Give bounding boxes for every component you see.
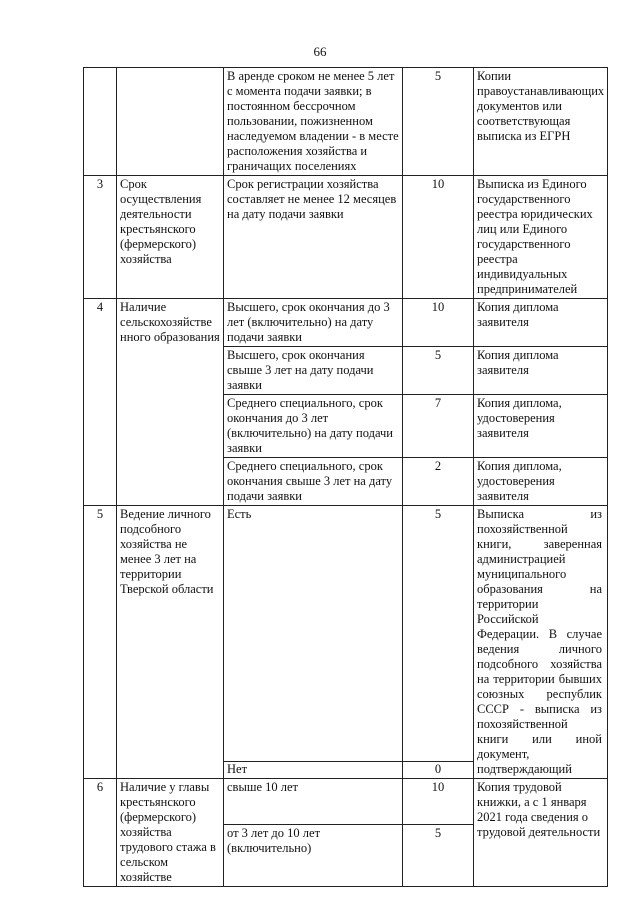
table-row (84, 68, 608, 176)
criterion-cell (117, 68, 224, 176)
page-number: 66 (313, 44, 327, 59)
document-cell: Выписка из Единого государственного реестра юридических лиц или Единого государственного реестра индивидуальных предпринимателей (474, 176, 608, 299)
criterion-cell: Ведение личного подсобного хозяйства не менее 3 лет на территории Тверской области (117, 506, 224, 779)
document-cell: Копия диплома заявителя (474, 299, 608, 347)
table-row (84, 506, 608, 762)
score-cell: 5 (403, 825, 474, 887)
table-row (84, 176, 608, 299)
row-number-cell: 4 (84, 299, 117, 506)
criterion-cell: Наличие у главы крестьянского (фермерского) хозяйства трудового стажа в сельском хозяйстве (117, 779, 224, 887)
criterion-cell: Срок осуществления деятельности крестьянского (фермерского) хозяйства (117, 176, 224, 299)
score-cell: 10 (403, 176, 474, 299)
score-cell: 0 (403, 762, 474, 779)
condition-cell: Есть (224, 506, 403, 762)
condition-cell: Среднего специального, срок окончания до 3 лет (включительно) на дату подачи заявки (224, 395, 403, 458)
condition-cell: свыше 10 лет (224, 779, 403, 825)
condition-cell: Среднего специального, срок окончания свыше 3 лет на дату подачи заявки (224, 458, 403, 506)
criterion-cell: Наличие сельскохозяйстве нного образования (117, 299, 224, 506)
condition-cell: Нет (224, 762, 403, 779)
condition-cell: Срок регистрации хозяйства составляет не менее 12 месяцев на дату подачи заявки (224, 176, 403, 299)
table-row (84, 299, 608, 347)
table-row (84, 779, 608, 825)
score-cell: 7 (403, 395, 474, 458)
condition-cell: Высшего, срок окончания свыше 3 лет на дату подачи заявки (224, 347, 403, 395)
row-number-cell: 5 (84, 506, 117, 779)
document-cell: Копии правоустанавливающих документов или соответствующая выписка из ЕГРН (474, 68, 608, 176)
score-cell: 10 (403, 779, 474, 825)
condition-cell: Высшего, срок окончания до 3 лет (включительно) на дату подачи заявки (224, 299, 403, 347)
row-number-cell: 3 (84, 176, 117, 299)
document-cell: Копия диплома заявителя (474, 347, 608, 395)
condition-cell: от 3 лет до 10 лет (включительно) (224, 825, 403, 887)
document-cell: Выписка из похозяйственной книги, заверенная администрацией муниципального образования на территории Российской Федерации. В случае ведения личного подсобного хозяйства на территории бывших союзных республик СССР - выписка из похозяйственной книги или иной документ, подтверждающий (474, 506, 608, 779)
score-cell: 5 (403, 506, 474, 762)
score-cell: 5 (403, 347, 474, 395)
criteria-table (83, 67, 608, 887)
document-cell: Копия диплома, удостоверения заявителя (474, 458, 608, 506)
score-cell: 10 (403, 299, 474, 347)
score-cell: 2 (403, 458, 474, 506)
row-number-cell: 6 (84, 779, 117, 887)
row-number-cell (84, 68, 117, 176)
condition-cell: В аренде сроком не менее 5 лет с момента подачи заявки; в постоянном бессрочном пользовании, пожизненном наследуемом владении - в месте расположения хозяйства и граничащих поселениях (224, 68, 403, 176)
score-cell: 5 (403, 68, 474, 176)
document-cell: Копия диплома, удостоверения заявителя (474, 395, 608, 458)
document-cell: Копия трудовой книжки, а с 1 января 2021 года сведения о трудовой деятельности (474, 779, 608, 887)
